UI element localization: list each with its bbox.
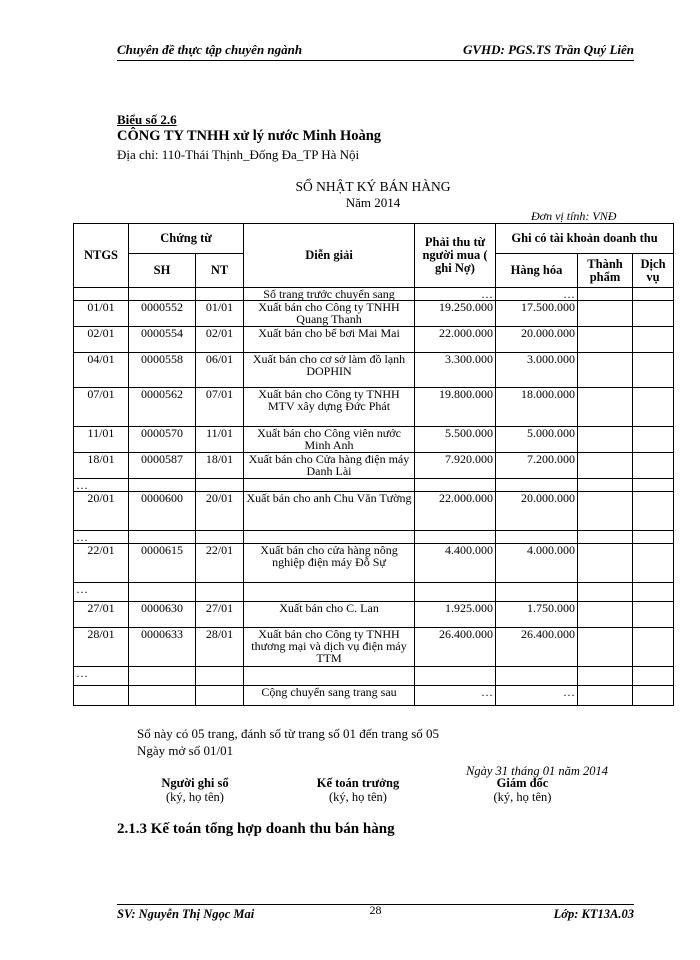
cell-ntgs: [74, 686, 129, 706]
cell-nt: [196, 667, 244, 686]
cell-description: Xuất bán cho Công ty TNHH MTV xây dựng Đức Phát: [244, 388, 415, 427]
signature-preparer: [130, 776, 260, 804]
col-goods: Hàng hóa: [496, 254, 578, 288]
cell-nt: 18/01: [196, 453, 244, 479]
cell-services: [633, 492, 674, 531]
col-ntgs: NTGS: [74, 224, 129, 288]
cell-nt: 11/01: [196, 427, 244, 453]
cell-sh: 0000615: [129, 544, 196, 583]
cell-description: [244, 583, 415, 602]
cell-nt: 27/01: [196, 602, 244, 628]
cell-receivable: [415, 479, 496, 492]
table-row: [74, 602, 674, 628]
footer-student: SV: Nguyễn Thị Ngọc Mai: [117, 907, 255, 921]
cell-services: [633, 388, 674, 427]
cell-nt: 02/01: [196, 327, 244, 353]
document-year: Năm 2014: [345, 195, 401, 210]
cell-finished-goods: [578, 288, 633, 301]
cell-ntgs: 02/01: [74, 327, 129, 353]
cell-finished-goods: [578, 353, 633, 388]
cell-description: [244, 531, 415, 544]
cell-receivable: …: [415, 288, 496, 301]
cell-services: [633, 544, 674, 583]
table-row: [74, 686, 674, 706]
signing-date: Ngày 31 tháng 01 năm 2014: [466, 764, 609, 778]
table-row: [74, 583, 674, 602]
cell-description: Xuất bán cho anh Chu Văn Tường: [244, 492, 415, 531]
cell-ntgs: 20/01: [74, 492, 129, 531]
header-left: Chuyên đề thực tập chuyên ngành: [117, 42, 303, 57]
cell-services: [633, 602, 674, 628]
cell-nt: 28/01: [196, 628, 244, 667]
cell-services: [633, 583, 674, 602]
cell-ntgs: [74, 288, 129, 301]
cell-receivable: 19.250.000: [415, 301, 496, 327]
cell-ntgs: 22/01: [74, 544, 129, 583]
cell-finished-goods: [578, 492, 633, 531]
cell-goods: 3.000.000: [496, 353, 578, 388]
cell-services: [633, 301, 674, 327]
cell-ntgs: …: [74, 479, 129, 492]
cell-nt: [196, 531, 244, 544]
signature-note: (ký, họ tên): [166, 790, 224, 804]
cell-receivable: 19.800.000: [415, 388, 496, 427]
cell-services: [633, 288, 674, 301]
signature-role: Giám đốc: [496, 776, 549, 790]
cell-receivable: [415, 667, 496, 686]
cell-goods: [496, 531, 578, 544]
cell-finished-goods: [578, 327, 633, 353]
cell-goods: 17.500.000: [496, 301, 578, 327]
table-row: [74, 492, 674, 531]
cell-sh: [129, 667, 196, 686]
cell-sh: 0000630: [129, 602, 196, 628]
signature-role: Kế toán trưởng: [316, 776, 400, 790]
col-description: Diễn giải: [244, 224, 415, 288]
cell-finished-goods: [578, 686, 633, 706]
col-revenue-credit: Ghi có tài khoản doanh thu: [496, 224, 674, 254]
cell-services: [633, 667, 674, 686]
col-voucher: Chứng từ: [129, 224, 244, 254]
cell-nt: 01/01: [196, 301, 244, 327]
cell-ntgs: 11/01: [74, 427, 129, 453]
cell-receivable: …: [415, 686, 496, 706]
col-nt: NT: [196, 254, 244, 288]
cell-sh: [129, 583, 196, 602]
cell-finished-goods: [578, 602, 633, 628]
cell-nt: 20/01: [196, 492, 244, 531]
company-name: CÔNG TY TNHH xử lý nước Minh Hoàng: [117, 128, 382, 144]
table-row: [74, 353, 674, 388]
cell-nt: [196, 479, 244, 492]
cell-goods: 7.200.000: [496, 453, 578, 479]
cell-sh: 0000554: [129, 327, 196, 353]
cell-finished-goods: [578, 531, 633, 544]
signature-role: Người ghi sổ: [161, 776, 229, 790]
cell-sh: 0000633: [129, 628, 196, 667]
cell-description: Cộng chuyển sang trang sau: [244, 686, 415, 706]
cell-nt: 22/01: [196, 544, 244, 583]
cell-ntgs: 04/01: [74, 353, 129, 388]
cell-finished-goods: [578, 427, 633, 453]
table-row: [74, 327, 674, 353]
cell-goods: 18.000.000: [496, 388, 578, 427]
document-title: SỔ NHẬT KÝ BÁN HÀNG: [295, 179, 451, 194]
cell-services: [633, 628, 674, 667]
cell-ntgs: 27/01: [74, 602, 129, 628]
cell-finished-goods: [578, 388, 633, 427]
cell-description: [244, 667, 415, 686]
signature-note: (ký, họ tên): [329, 790, 387, 804]
cell-ntgs: 18/01: [74, 453, 129, 479]
cell-services: [633, 531, 674, 544]
col-finished-goods: Thành phẩm: [578, 254, 633, 288]
cell-description: Xuất bán cho Cửa hàng điện máy Danh Lài: [244, 453, 415, 479]
cell-finished-goods: [578, 453, 633, 479]
form-number: Biểu số 2.6: [117, 112, 177, 127]
cell-description: Xuất bán cho cơ sở làm đồ lạnh DOPHIN: [244, 353, 415, 388]
signature-chief-accountant: [288, 776, 428, 804]
company-address: Địa chỉ: 110-Thái Thịnh_Đống Đa_TP Hà Nội: [117, 147, 360, 162]
cell-services: [633, 427, 674, 453]
cell-sh: 0000552: [129, 301, 196, 327]
cell-finished-goods: [578, 583, 633, 602]
col-receivable: Phải thu từ người mua ( ghi Nợ): [415, 224, 496, 288]
notes-pages: Sổ này có 05 trang, đánh số từ trang số 01 đến trang số 05: [137, 726, 440, 741]
cell-sh: [129, 288, 196, 301]
cell-goods: 1.750.000: [496, 602, 578, 628]
cell-goods: 5.000.000: [496, 427, 578, 453]
cell-services: [633, 686, 674, 706]
table-row: [74, 288, 674, 301]
cell-goods: 20.000.000: [496, 492, 578, 531]
col-services: Dịch vụ: [633, 254, 674, 288]
cell-finished-goods: [578, 628, 633, 667]
cell-goods: 4.000.000: [496, 544, 578, 583]
signature-director: [460, 776, 585, 804]
table-row: [74, 544, 674, 583]
signature-note: (ký, họ tên): [493, 790, 552, 804]
cell-receivable: 7.920.000: [415, 453, 496, 479]
cell-nt: 06/01: [196, 353, 244, 388]
table-row: [74, 479, 674, 492]
cell-description: Xuất bán cho Công viên nước Minh Anh: [244, 427, 415, 453]
currency-unit: Đơn vị tính: VNĐ: [531, 209, 617, 223]
cell-services: [633, 453, 674, 479]
cell-goods: 20.000.000: [496, 327, 578, 353]
cell-goods: …: [496, 288, 578, 301]
cell-finished-goods: [578, 667, 633, 686]
col-sh: SH: [129, 254, 196, 288]
cell-nt: [196, 288, 244, 301]
table-row: [74, 453, 674, 479]
cell-goods: 26.400.000: [496, 628, 578, 667]
cell-goods: …: [496, 686, 578, 706]
cell-sh: 0000587: [129, 453, 196, 479]
cell-services: [633, 327, 674, 353]
cell-sh: [129, 479, 196, 492]
cell-sh: [129, 686, 196, 706]
cell-nt: 07/01: [196, 388, 244, 427]
table-row: [74, 301, 674, 327]
cell-goods: [496, 479, 578, 492]
cell-receivable: 22.000.000: [415, 327, 496, 353]
cell-receivable: 22.000.000: [415, 492, 496, 531]
cell-sh: 0000558: [129, 353, 196, 388]
cell-receivable: 3.300.000: [415, 353, 496, 388]
cell-sh: 0000570: [129, 427, 196, 453]
table-row: [74, 388, 674, 427]
cell-receivable: [415, 583, 496, 602]
page-number: 28: [369, 903, 382, 917]
cell-ntgs: 28/01: [74, 628, 129, 667]
cell-goods: [496, 667, 578, 686]
footer-class: Lớp: KT13A.03: [553, 907, 634, 921]
cell-receivable: 4.400.000: [415, 544, 496, 583]
cell-description: Số trang trước chuyển sang: [244, 288, 415, 301]
cell-description: Xuất bán cho bể bơi Mai Mai: [244, 327, 415, 353]
cell-ntgs: 01/01: [74, 301, 129, 327]
cell-description: Xuất bán cho C. Lan: [244, 602, 415, 628]
cell-finished-goods: [578, 301, 633, 327]
cell-ntgs: …: [74, 667, 129, 686]
header-right: GVHD: PGS.TS Trần Quý Liên: [462, 42, 634, 57]
cell-finished-goods: [578, 544, 633, 583]
notes-open-date: Ngày mở sổ 01/01: [137, 743, 234, 758]
table-row: [74, 531, 674, 544]
cell-receivable: 1.925.000: [415, 602, 496, 628]
section-heading: 2.1.3 Kế toán tổng hợp doanh thu bán hàng: [117, 821, 395, 837]
table-row: [74, 667, 674, 686]
cell-receivable: 26.400.000: [415, 628, 496, 667]
cell-receivable: [415, 531, 496, 544]
cell-description: Xuất bán cho cửa hàng nông nghiệp điện máy Đỗ Sự: [244, 544, 415, 583]
cell-services: [633, 353, 674, 388]
cell-goods: [496, 583, 578, 602]
cell-services: [633, 479, 674, 492]
cell-receivable: 5.500.000: [415, 427, 496, 453]
cell-description: Xuất bán cho Công ty TNHH Quang Thanh: [244, 301, 415, 327]
sales-journal-table: [73, 223, 674, 706]
cell-ntgs: …: [74, 583, 129, 602]
cell-nt: [196, 686, 244, 706]
cell-ntgs: …: [74, 531, 129, 544]
cell-description: Xuất bán cho Công ty TNHH thương mại và dịch vụ điện máy TTM: [244, 628, 415, 667]
table-row: [74, 427, 674, 453]
cell-sh: [129, 531, 196, 544]
cell-nt: [196, 583, 244, 602]
page-footer: [117, 904, 634, 922]
cell-description: [244, 479, 415, 492]
cell-sh: 0000562: [129, 388, 196, 427]
cell-sh: 0000600: [129, 492, 196, 531]
cell-finished-goods: [578, 479, 633, 492]
page-header: [117, 42, 634, 61]
cell-ntgs: 07/01: [74, 388, 129, 427]
table-row: [74, 628, 674, 667]
